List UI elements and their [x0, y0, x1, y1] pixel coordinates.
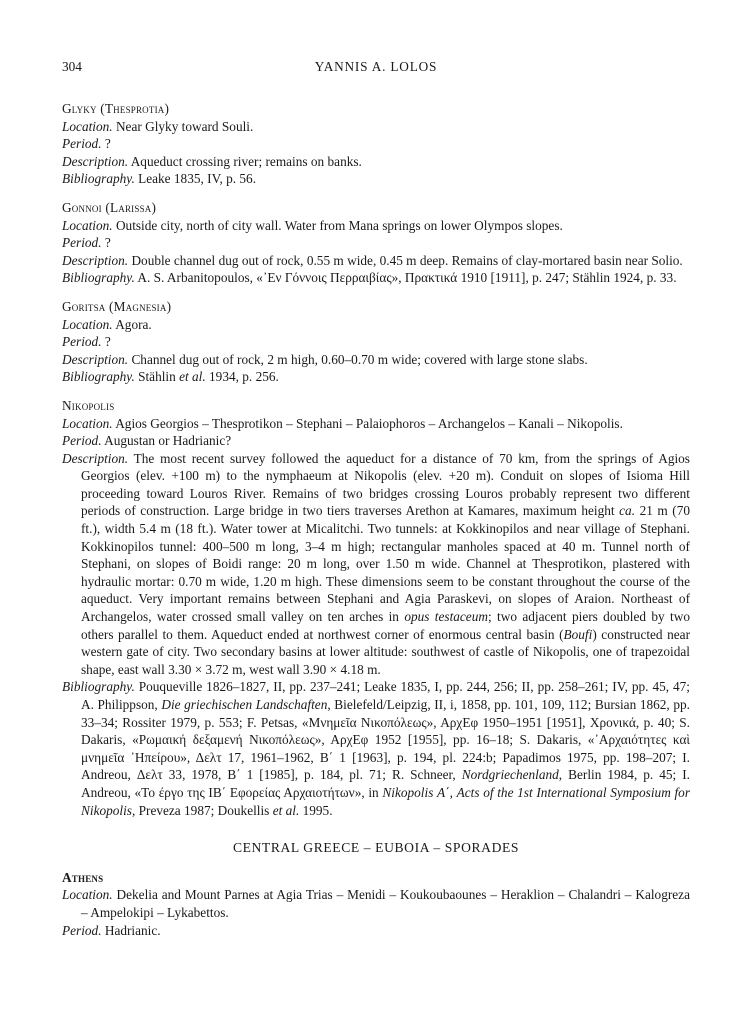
document-page: [62, 58, 690, 950]
page-number: 304: [62, 59, 82, 74]
field-label: Description.: [62, 153, 129, 169]
field-value-italic: Die griechischen Landschaften: [161, 697, 328, 712]
running-head: YANNIS A. LOLOS: [314, 59, 438, 74]
field-value: ?: [104, 136, 111, 152]
entry-title: Athens: [62, 869, 104, 885]
location-field: [62, 316, 690, 334]
description-field: [62, 351, 690, 369]
field-value-italic: Nikopolis Α΄, Acts of the 1st International Symposium for Nikopolis: [81, 784, 690, 818]
field-value: , Bielefeld/Leipzig, II, i, 1858, pp. 101, 109, 112; Bursian 1862, pp. 33–34; Rossiter 1979, p. 553; F. Petsas, «Μνημεῖα Νικοπόλεως», ΑρχΕφ 1950–1951 [1951], Χρονικά, p. 40; S. Dakaris, «Ρωμαική δεξαμενή Νικοπόλεως», ΑρχΕφ 1952 [1955], pp. 16–18; S. Dakaris, «᾿Αρχαιότητες καὶ μνημεῖα ᾿Ηπείρου», Δελτ 17, 1961–1962, Β΄ 1 [1963], p. 194, pl. 224:b; Papadimos 1975, pp. 198–207; I. Andreou, Δελτ 33, 1978, Β΄ 1 [1985], p. 184, pl. 71; R. Schneer,: [81, 697, 690, 783]
field-label: Bibliography.: [62, 171, 135, 187]
field-value-italic: opus testaceum: [404, 609, 488, 625]
entry-title: Goritsa (Magnesia): [62, 298, 172, 314]
location-field: [62, 886, 690, 921]
field-label: Location.: [62, 217, 113, 233]
entry-nikopolis: [62, 397, 690, 819]
field-value: Channel dug out of rock, 2 m high, 0.60–0.70 m wide; covered with large stone slabs.: [131, 351, 588, 367]
entry-goritsa: [62, 298, 690, 386]
field-value-italic: ca.: [619, 503, 636, 519]
description-field: [62, 450, 690, 679]
field-value: , Berlin 1984, p. 45; I. Andreou, «Το έργο της ΙΒ΄ Εφορείας Αρχαιοτήτων», in: [81, 767, 690, 800]
entry-title: Nikopolis: [62, 397, 115, 413]
field-label: Period.: [62, 235, 102, 251]
entry-athens: [62, 869, 690, 939]
field-label: Period.: [62, 922, 102, 938]
field-value: Agios Georgios – Thesprotikon – Stephani – Palaiophoros – Archangelos – Kanali – Nikopolis.: [115, 415, 623, 431]
field-label: Location.: [62, 316, 113, 332]
field-label: Location.: [62, 887, 113, 903]
period-field: [62, 922, 690, 940]
field-label: Description.: [62, 450, 129, 466]
field-label: Bibliography.: [62, 369, 135, 385]
entry-gonnoi: [62, 199, 690, 287]
field-label: Bibliography.: [62, 679, 135, 695]
field-value: Dekelia and Mount Parnes at Agia Trias – Menidi – Koukoubaounes – Heraklion – Chalandri – Kalogreza – Ampelokipi – Lykabettos.: [81, 887, 690, 920]
field-value: ?: [104, 334, 111, 350]
field-value: 21 m (70 ft.), width 5.4 m (18 ft.). Water tower at Micalitchi. Two tunnels: at Kokkinopilos and near village of Stephani. Kokkinopilos tunnel: 400–500 m long, 3–4 m high; rectangular manholes spaced at 40 m. Tunnel north of Stephani, on slopes of Boidi range: 20 m long, over 1.50 m wide. Channel at Thesprotikon, plastered with hydraulic mortar: 0.70 m wide, 1.20 m high. These dimensions seem to be constant throughout the course of the aqueduct. Very important remains between Stephani and Agia Paraskevi, on slopes of Araion. Northeast of Archangelos, water crossed small valley on ten arches in: [81, 503, 691, 625]
field-value: Pouqueville 1826–1827, II, pp. 237–241; Leake 1835, I, pp. 244, 256; II, pp. 258–261; IV, pp. 45, 47; A. Philippson,: [81, 679, 690, 712]
field-value: Double channel dug out of rock, 0.55 m wide, 0.45 m deep. Remains of clay-mortared basin near Solio.: [131, 252, 683, 268]
field-label: Location.: [62, 415, 113, 431]
field-value: , Preveza 1987; Doukellis: [131, 802, 270, 818]
field-value: 1995.: [302, 802, 333, 818]
field-value: ) constructed near western gate of city. Two secondary basins at lower altitude: southwest of castle of Nikopolis, one of trapezoidal shape, east wall 3.30 × 3.72 m, west wall 3.90 × 4.18 m.: [81, 626, 691, 677]
field-value: ; two adjacent piers doubled by two others parallel to them. Aqueduct ended at northwest corner of enormous central basin (: [81, 609, 690, 642]
bibliography-field: [62, 269, 690, 287]
section-heading: CENTRAL GREECE – EUBOIA – SPORADES: [232, 840, 520, 856]
field-value-italic: Boufi: [563, 626, 593, 642]
field-value: Augustan or Hadrianic?: [104, 433, 232, 449]
field-value: ?: [104, 235, 111, 251]
field-value: 1934, p. 256.: [205, 369, 279, 385]
field-value: Agora.: [115, 316, 152, 332]
field-value: Outside city, north of city wall. Water from Mana springs on lower Olympos slopes.: [115, 217, 563, 233]
page-header: [62, 58, 690, 78]
field-label: Period.: [62, 136, 102, 152]
field-value: Hadrianic.: [104, 922, 161, 938]
field-value: Aqueduct crossing river; remains on banks.: [130, 153, 362, 169]
field-label: Period.: [62, 334, 102, 350]
bibliography-field: [62, 170, 690, 188]
location-field: [62, 217, 690, 235]
field-label: Description.: [62, 351, 129, 367]
location-field: [62, 118, 690, 136]
field-value: Leake 1835, IV, p. 56.: [138, 171, 257, 187]
bibliography-field: [62, 678, 690, 819]
entry-glyky: [62, 100, 690, 188]
field-value: Stählin: [138, 369, 180, 385]
field-value-italic: Nordgriechenland: [461, 767, 559, 783]
period-field: [62, 135, 690, 153]
bibliography-field: [62, 368, 690, 386]
field-label: Location.: [62, 118, 113, 134]
field-value-italic: et al.: [272, 802, 300, 818]
description-field: [62, 252, 690, 270]
entry-title: Glyky (Thesprotia): [62, 101, 170, 116]
field-label: Description.: [62, 252, 129, 268]
field-value: The most recent survey followed the aqueduct for a distance of 70 km, from the springs of Agios Georgios (elev. +100 m) to the nymphaeum at Nikopolis (elev. +20 m). Conduit on slopes of Isioma Hill proceeding toward Louros River. Remains of two bridges crossing Louros probably represent two different periods of construction. Large bridge in two tiers traverses Arethon at Kamares, maximum height: [81, 450, 690, 519]
field-value: A. S. Arbanitopoulos, «᾿Εν Γόννοις Περραιβίας», Πρακτικά 1910 [1911], p. 247; Stählin 1924, p. 33.: [137, 270, 677, 286]
period-field: [62, 333, 690, 351]
field-label: Period.: [62, 433, 102, 449]
description-field: [62, 153, 690, 171]
field-value-italic: et al.: [179, 369, 206, 385]
field-label: Bibliography.: [62, 270, 135, 286]
period-field: [62, 432, 690, 450]
period-field: [62, 234, 690, 252]
entry-title: Gonnoi (Larissa): [62, 199, 157, 215]
location-field: [62, 415, 690, 433]
field-value: Near Glyky toward Souli.: [115, 118, 254, 134]
